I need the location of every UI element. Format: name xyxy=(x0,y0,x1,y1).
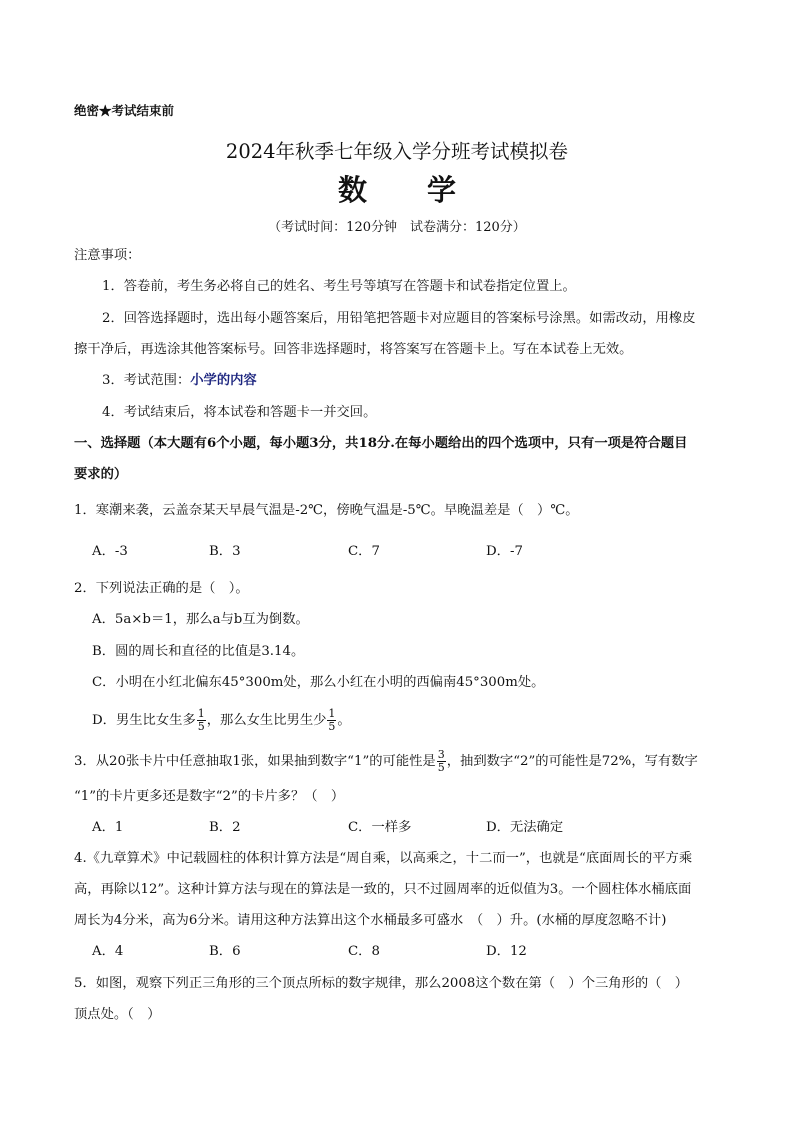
question-5-line-1: 5．如图，观察下列正三角形的三个顶点所标的数字规律，那么2008这个数在第（ ）个三角形的（ ） xyxy=(74,976,689,991)
fraction-denominator: 5 xyxy=(197,720,205,733)
question-2-option-d-text-2: ，那么女生比男生少 xyxy=(206,713,327,728)
question-2-option-c: C．小明在小红北偏东45°300m处，那么小红在小明的西偏南45°300m处。 xyxy=(92,675,545,690)
question-5-line-2: 顶点处。（ ） xyxy=(74,1007,161,1022)
fraction-numerator: 3 xyxy=(437,748,445,761)
question-4-option-c: C．8 xyxy=(348,944,380,959)
note-2-line-1: 2．回答选择题时，选出每小题答案后，用铅笔把答题卡对应题目的答案标号涂黑。如需改动，用橡皮 xyxy=(102,311,696,326)
question-4-option-b: B．6 xyxy=(209,944,241,959)
exam-title: 2024年秋季七年级入学分班考试模拟卷 xyxy=(225,140,569,163)
question-3-text-1: 3．从20张卡片中任意抽取1张，如果抽到数字“1”的可能性是 xyxy=(74,754,436,769)
question-2-option-d-text-1: D．男生比女生多 xyxy=(92,713,196,728)
question-3-line-1 xyxy=(74,749,698,774)
question-4-option-a: A．4 xyxy=(92,944,124,959)
question-3-option-a: A．1 xyxy=(92,820,124,835)
note-4: 4．考试结束后，将本试卷和答题卡一并交回。 xyxy=(102,405,377,420)
fraction-numerator: 1 xyxy=(328,707,336,720)
fraction-numerator: 1 xyxy=(197,707,205,720)
notes-heading: 注意事项： xyxy=(74,248,141,263)
question-2-option-d-text-3: 。 xyxy=(337,713,351,728)
question-1-option-a: A．-3 xyxy=(92,544,128,559)
question-3-option-c: C．一样多 xyxy=(348,820,412,835)
note-2-line-2: 擦干净后，再选涂其他答案标号。回答非选择题时，将答案写在答题卡上。写在本试卷上无效。 xyxy=(74,342,633,357)
note-1: 1．答卷前，考生务必将自己的姓名、考生号等填写在答题卡和试卷指定位置上。 xyxy=(102,279,576,294)
confidential-label: 绝密★考试结束前 xyxy=(74,103,175,118)
question-4-line-2: 高，再除以12”。这种计算方法与现在的算法是一致的，只不过圆周率的近似值为3。一个圆柱体水桶底面 xyxy=(74,882,692,897)
fraction-one-fifth xyxy=(197,708,206,733)
question-3-text-2: ，抽到数字“2”的可能性是72%，写有数字 xyxy=(446,754,698,769)
question-2-stem: 2．下列说法正确的是（ ）。 xyxy=(74,581,249,596)
question-1-stem: 1．寒潮来袭，云盖奈某天早晨气温是-2℃，傍晚气温是-5℃。早晚温差是（ ）℃。 xyxy=(74,503,579,518)
subject-title: 数学 xyxy=(337,173,516,207)
question-2-option-b: B．圆的周长和直径的比值是3.14。 xyxy=(92,644,305,659)
fraction-one-fifth xyxy=(327,708,336,733)
question-4-line-1: 4.《九章算术》中记载圆柱的体积计算方法是“周自乘，以高乘之，十二而一”，也就是“底面周长的平方乘 xyxy=(74,851,693,866)
question-1-option-c: C．7 xyxy=(348,544,380,559)
fraction-three-fifths xyxy=(437,749,446,774)
exam-time-info: （考试时间：120分钟 试卷满分：120分） xyxy=(268,220,526,235)
section-heading-line-1: 一、选择题（本大题有6个小题，每小题3分，共18分.在每小题给出的四个选项中，只有一项是符合题目 xyxy=(74,436,688,451)
question-2-option-a: A．5a×b＝1，那么a与b互为倒数。 xyxy=(92,612,309,627)
section-heading-line-2: 要求的） xyxy=(74,467,128,482)
fraction-denominator: 5 xyxy=(437,761,445,774)
note-3 xyxy=(102,372,257,390)
question-3-option-d: D．无法确定 xyxy=(486,820,564,835)
question-3-line-2: “1”的卡片更多还是数字“2”的卡片多？（ ） xyxy=(74,789,345,804)
fraction-denominator: 5 xyxy=(328,720,336,733)
question-1-option-b: B．3 xyxy=(209,544,241,559)
note-3-prefix: 3．考试范围： xyxy=(102,373,191,388)
exam-scope: 小学的内容 xyxy=(190,373,257,388)
question-3-option-b: B．2 xyxy=(209,820,241,835)
question-4-line-3: 周长为4分米，高为6分米。请用这种方法算出这个水桶最多可盛水 （ ）升。(水桶的厚度忽略不计) xyxy=(74,913,667,928)
question-4-option-d: D．12 xyxy=(486,944,527,959)
question-1-option-d: D．-7 xyxy=(486,544,523,559)
question-2-option-d xyxy=(92,708,351,733)
